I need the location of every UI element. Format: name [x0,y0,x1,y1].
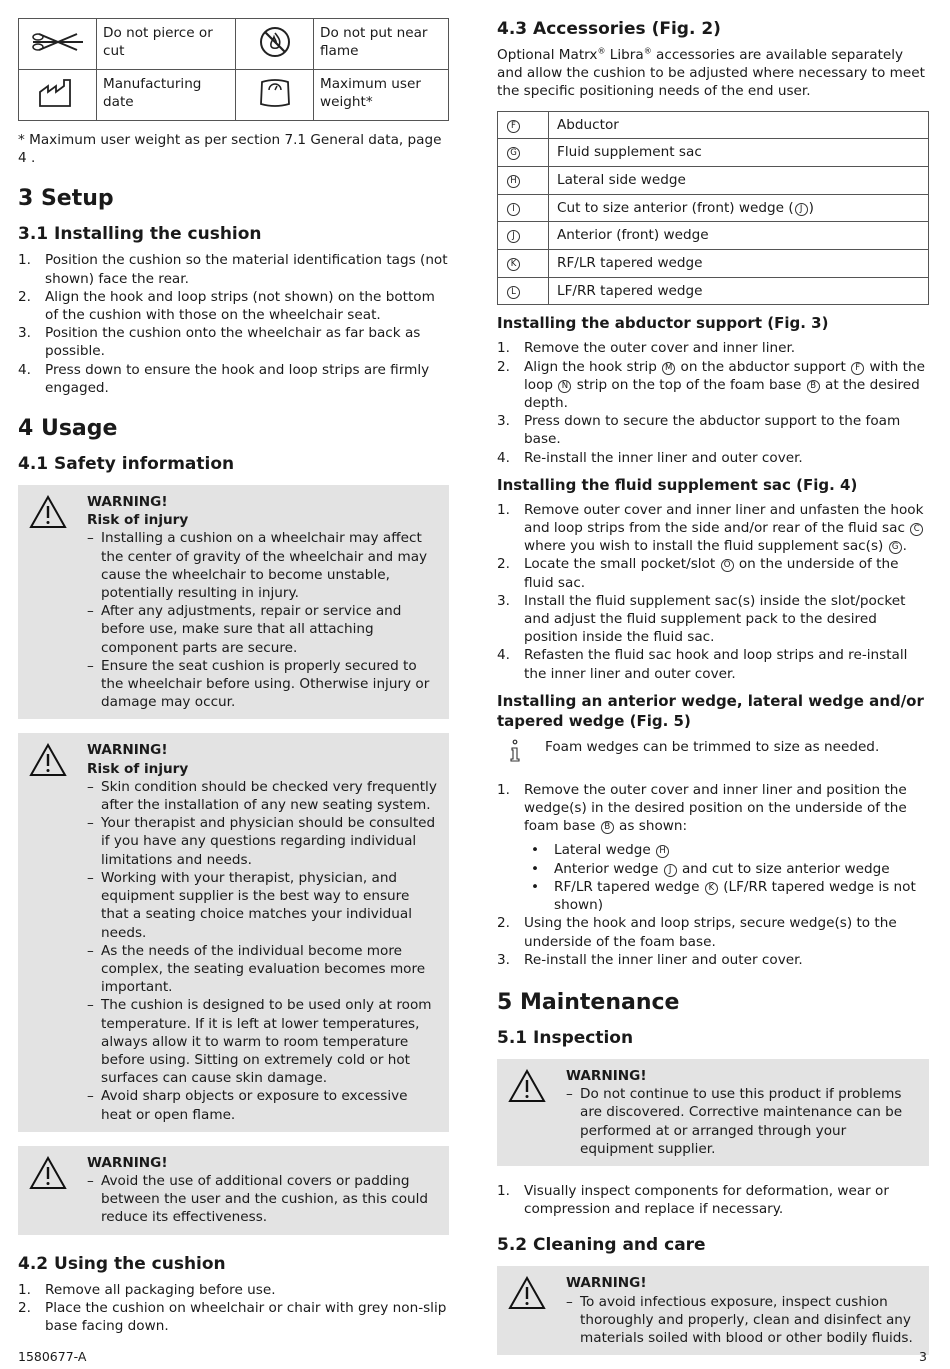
accessory-text: Cut to size anterior (front) wedge ( [557,199,794,216]
step-number: 2. [497,556,510,573]
symbol-label: Do not pierce or cut [97,19,236,70]
step-text: on the abductor support [676,358,851,375]
list-item [18,288,449,324]
step-number: 3. [497,413,510,430]
accessory-label: Lateral side wedge [549,166,929,194]
scissors-cross-icon [19,19,97,70]
install-steps [18,251,449,397]
reg-mark: ® [597,46,606,56]
list-item [497,501,929,556]
warning-title: WARNING! [87,1154,168,1171]
list-item [497,951,929,969]
right-column [497,18,929,1355]
callout-letter: I [507,203,520,216]
callout-letter: J [795,203,808,216]
step-text: Install the fluid supplement sac(s) inside the slot/pocket and adjust the fluid supplement pack to the desired position inside the fluid sac. [524,592,906,646]
warning-item: – Working with your therapist, physician, and equipment supplier is the best way to ensure that a seating choice matches your individual needs. [87,869,441,942]
callout-letter: H [656,845,669,858]
table-row [498,250,929,278]
info-note [497,739,929,755]
list-item [527,878,929,914]
callout-letter: J [664,864,677,877]
step-number: 2. [18,1299,31,1316]
accessory-label: Abductor [549,111,929,139]
subsection-title: 4.3 Accessories (Fig. 2) [497,19,721,39]
step-number: 4. [497,647,510,664]
callout-letter: F [507,120,520,133]
list-item [18,251,449,287]
accessory-text: ) [808,199,814,216]
step-text: Press down to ensure the hook and loop strips are firmly engaged. [45,361,430,396]
warning-icon [29,1156,67,1190]
step-text: Using the hook and loop strips, secure wedge(s) to the underside of the foam base. [524,915,897,950]
warning-item: – As the needs of the individual become more complex, the seating evaluation becomes more important. [87,942,441,997]
abductor-steps [497,339,929,466]
bullet-text: Anterior wedge [554,860,663,877]
warning-item: – Your therapist and physician should be consulted if you have any questions regarding individual limitations and needs. [87,814,441,869]
warning-box [18,485,449,719]
step-text: Remove the outer cover and inner liner. [524,340,796,357]
list-item [497,1182,929,1218]
left-column [18,18,449,1335]
step-number: 1. [497,1182,510,1199]
procedure-title: Installing the abductor support (Fig. 3) [497,314,829,333]
intro-text: Libra [605,47,644,63]
callout-letter: C [910,523,923,536]
step-number: 3. [497,951,510,968]
wedge-steps [497,781,929,836]
subsection-title: 4.1 Safety information [18,454,235,475]
table-row [498,139,929,167]
step-text: Visually inspect components for deformation, wear or compression and replace if necessary. [524,1182,889,1218]
table-row [498,166,929,194]
intro-text: accessories are available separately and allow the cushion to be adjusted where necessary to meet the specific positioning needs of the end user. [497,47,925,100]
callout-letter: J [507,230,520,243]
step-number: 1. [18,1281,31,1298]
step-number: 4. [497,449,510,466]
step-number: 2. [497,358,510,375]
warning-item: – Avoid sharp objects or exposure to excessive heat or open flame. [87,1087,441,1123]
subsection-title: 4.2 Using the cushion [18,1253,226,1274]
subsection-title: 5.1 Inspection [497,1027,634,1048]
step-text: strip on the top of the foam base [572,376,806,393]
warning-box [497,1266,929,1355]
table-row [498,111,929,139]
step-text: at the desired depth. [524,376,920,412]
list-item [18,361,449,397]
weight-note: * Maximum user weight as per section 7.1 General data, page 4 . [18,132,442,167]
wedge-bullets [527,841,929,914]
bullet-text: (LF/RR tapered wedge is not shown) [554,878,916,914]
fluid-steps [497,501,929,683]
callout-letter: M [662,362,675,375]
warning-title: WARNING! [87,742,168,759]
section-title: 3 Setup [18,186,114,212]
step-text: Align the hook and loop strips (not shown) on the bottom of the cushion with those on the wheelchair seat. [45,288,435,324]
step-number: 3. [497,592,510,609]
scale-icon [236,70,314,121]
warning-icon [29,495,67,529]
step-text: Remove all packaging before use. [45,1281,276,1298]
callout-letter: G [507,147,520,160]
list-item [497,339,929,357]
document-id: 1580677-A [18,1349,87,1364]
factory-icon [19,70,97,121]
step-number: 1. [497,340,510,357]
step-text: Align the hook strip [524,358,662,375]
warning-box [18,733,449,1131]
warning-title: WARNING! [566,1067,647,1084]
intro-text: Optional Matrx [497,47,598,63]
warning-item: – Do not continue to use this product if problems are discovered. Corrective maintenance can be performed at or arranged through your equipment supplier. [566,1085,921,1158]
step-text: Refasten the fluid sac hook and loop strips and re-install the inner liner and outer cover. [524,647,908,682]
list-item [497,358,929,413]
warning-title: WARNING! [87,494,168,511]
table-row [19,19,449,70]
step-text: Re-install the inner liner and outer cover. [524,449,803,466]
callout-letter: N [558,380,571,393]
list-item [18,1281,449,1299]
callout-letter: B [807,380,820,393]
step-number: 2. [18,288,31,305]
section-title: 5 Maintenance [497,989,680,1015]
warning-icon [29,743,67,777]
accessory-label: Fluid supplement sac [549,139,929,167]
bullet-text: and cut to size anterior wedge [677,860,890,877]
using-steps [18,1281,449,1336]
warning-item: – Ensure the seat cushion is properly secured to the wheelchair before using. Otherwise injury or damage may occur. [87,657,441,712]
callout-letter: O [721,559,734,572]
no-flame-icon [236,19,314,70]
list-item [497,914,929,950]
subsection-title: 5.2 Cleaning and care [497,1235,706,1256]
step-text: Remove the outer cover and inner liner and position the wedge(s) in the desired position on the underside of the foam base [524,781,907,835]
subsection-title: 3.1 Installing the cushion [18,224,262,245]
symbol-label: Do not put near flame [314,19,449,70]
callout-letter: H [507,175,520,188]
page-number: 3 [919,1349,927,1364]
list-item [527,841,929,859]
step-number: 1. [18,252,31,269]
bullet-text: RF/LR tapered wedge [554,878,704,895]
section-title: 4 Usage [18,416,118,442]
warning-item: – To avoid infectious exposure, inspect cushion thoroughly and properly, clean and disinfect any materials soiled with blood or other bodily fluids. [566,1293,921,1348]
info-icon [508,739,522,763]
procedure-title: Installing the fluid supplement sac (Fig. 4) [497,475,858,494]
accessories-table [497,111,929,306]
callout-letter: G [889,541,902,554]
step-text: Press down to secure the abductor support to the foam base. [524,413,901,448]
reg-mark: ® [643,46,652,56]
step-text: Position the cushion so the material identification tags (not shown) face the rear. [45,252,448,287]
step-text: on the underside of the fluid sac. [524,556,899,591]
warning-item: – The cushion is designed to be used only at room temperature. If it is left at lower temperatures, always allow it to warm to room temperature before using. Sitting on extremely cold or hot surfaces can cause skin damage. [87,996,441,1087]
list-item [497,646,929,682]
table-row [19,70,449,121]
symbol-label: Manufacturing date [97,70,236,121]
step-text: Remove outer cover and inner liner and unfasten the hook and loop strips from the side and/or rear of the fluid sac [524,501,924,537]
bullet-text: Lateral wedge [554,842,656,859]
accessory-label: LF/RR tapered wedge [549,277,929,305]
callout-letter: F [851,362,864,375]
warning-title: WARNING! [566,1275,647,1292]
list-item [497,412,929,448]
warning-box [18,1146,449,1235]
step-number: 3. [18,325,31,342]
step-text: Position the cushion onto the wheelchair as far back as possible. [45,325,421,360]
warning-subtitle: Risk of injury [87,760,189,777]
table-row [498,222,929,250]
symbols-table [18,18,449,121]
wedge-steps-cont [497,914,929,969]
step-text: . [902,538,907,555]
accessory-label: Anterior (front) wedge [549,222,929,250]
warning-item: – Skin condition should be checked very frequently after the installation of any new seating system. [87,778,441,814]
warning-subtitle: Risk of injury [87,512,189,529]
table-row [498,277,929,305]
accessories-intro [497,46,929,101]
callout-letter: K [705,882,718,895]
accessory-label: RF/LR tapered wedge [549,250,929,278]
step-text: as shown: [614,818,688,835]
step-text: Re-install the inner liner and outer cover. [524,951,803,968]
list-item [497,592,929,647]
symbol-label: Maximum user weight* [314,70,449,121]
warning-item: – After any adjustments, repair or service and before use, make sure that all attaching component parts are secure. [87,602,441,657]
table-row [498,194,929,222]
step-number: 1. [497,501,510,518]
procedure-title: Installing an anterior wedge, lateral wedge and/or tapered wedge (Fig. 5) [497,691,924,730]
step-text: where you wish to install the fluid supplement sac(s) [524,538,888,555]
warning-item: – Installing a cushion on a wheelchair may affect the center of gravity of the wheelchair and may cause the wheelchair to become unstable, potentially resulting in injury. [87,529,441,602]
list-item [497,555,929,591]
list-item [18,324,449,360]
step-text: Locate the small pocket/slot [524,556,720,573]
warning-icon [508,1276,546,1310]
step-text: with the loop [524,358,925,393]
warning-box [497,1059,929,1166]
list-item [527,860,929,878]
list-item [18,1299,449,1335]
warning-item: – Avoid the use of additional covers or padding between the user and the cushion, as this could reduce its effectiveness. [87,1172,441,1227]
step-text: Place the cushion on wheelchair or chair with grey non-slip base facing down. [45,1299,447,1334]
info-text: Foam wedges can be trimmed to size as needed. [545,738,880,755]
step-number: 1. [497,781,510,798]
callout-letter: B [601,821,614,834]
inspection-steps [497,1182,929,1218]
warning-icon [508,1069,546,1103]
accessory-label [549,194,929,222]
callout-letter: K [507,258,520,271]
callout-letter: L [507,286,520,299]
list-item [497,781,929,836]
step-number: 4. [18,361,31,378]
step-number: 2. [497,915,510,932]
list-item [497,449,929,467]
